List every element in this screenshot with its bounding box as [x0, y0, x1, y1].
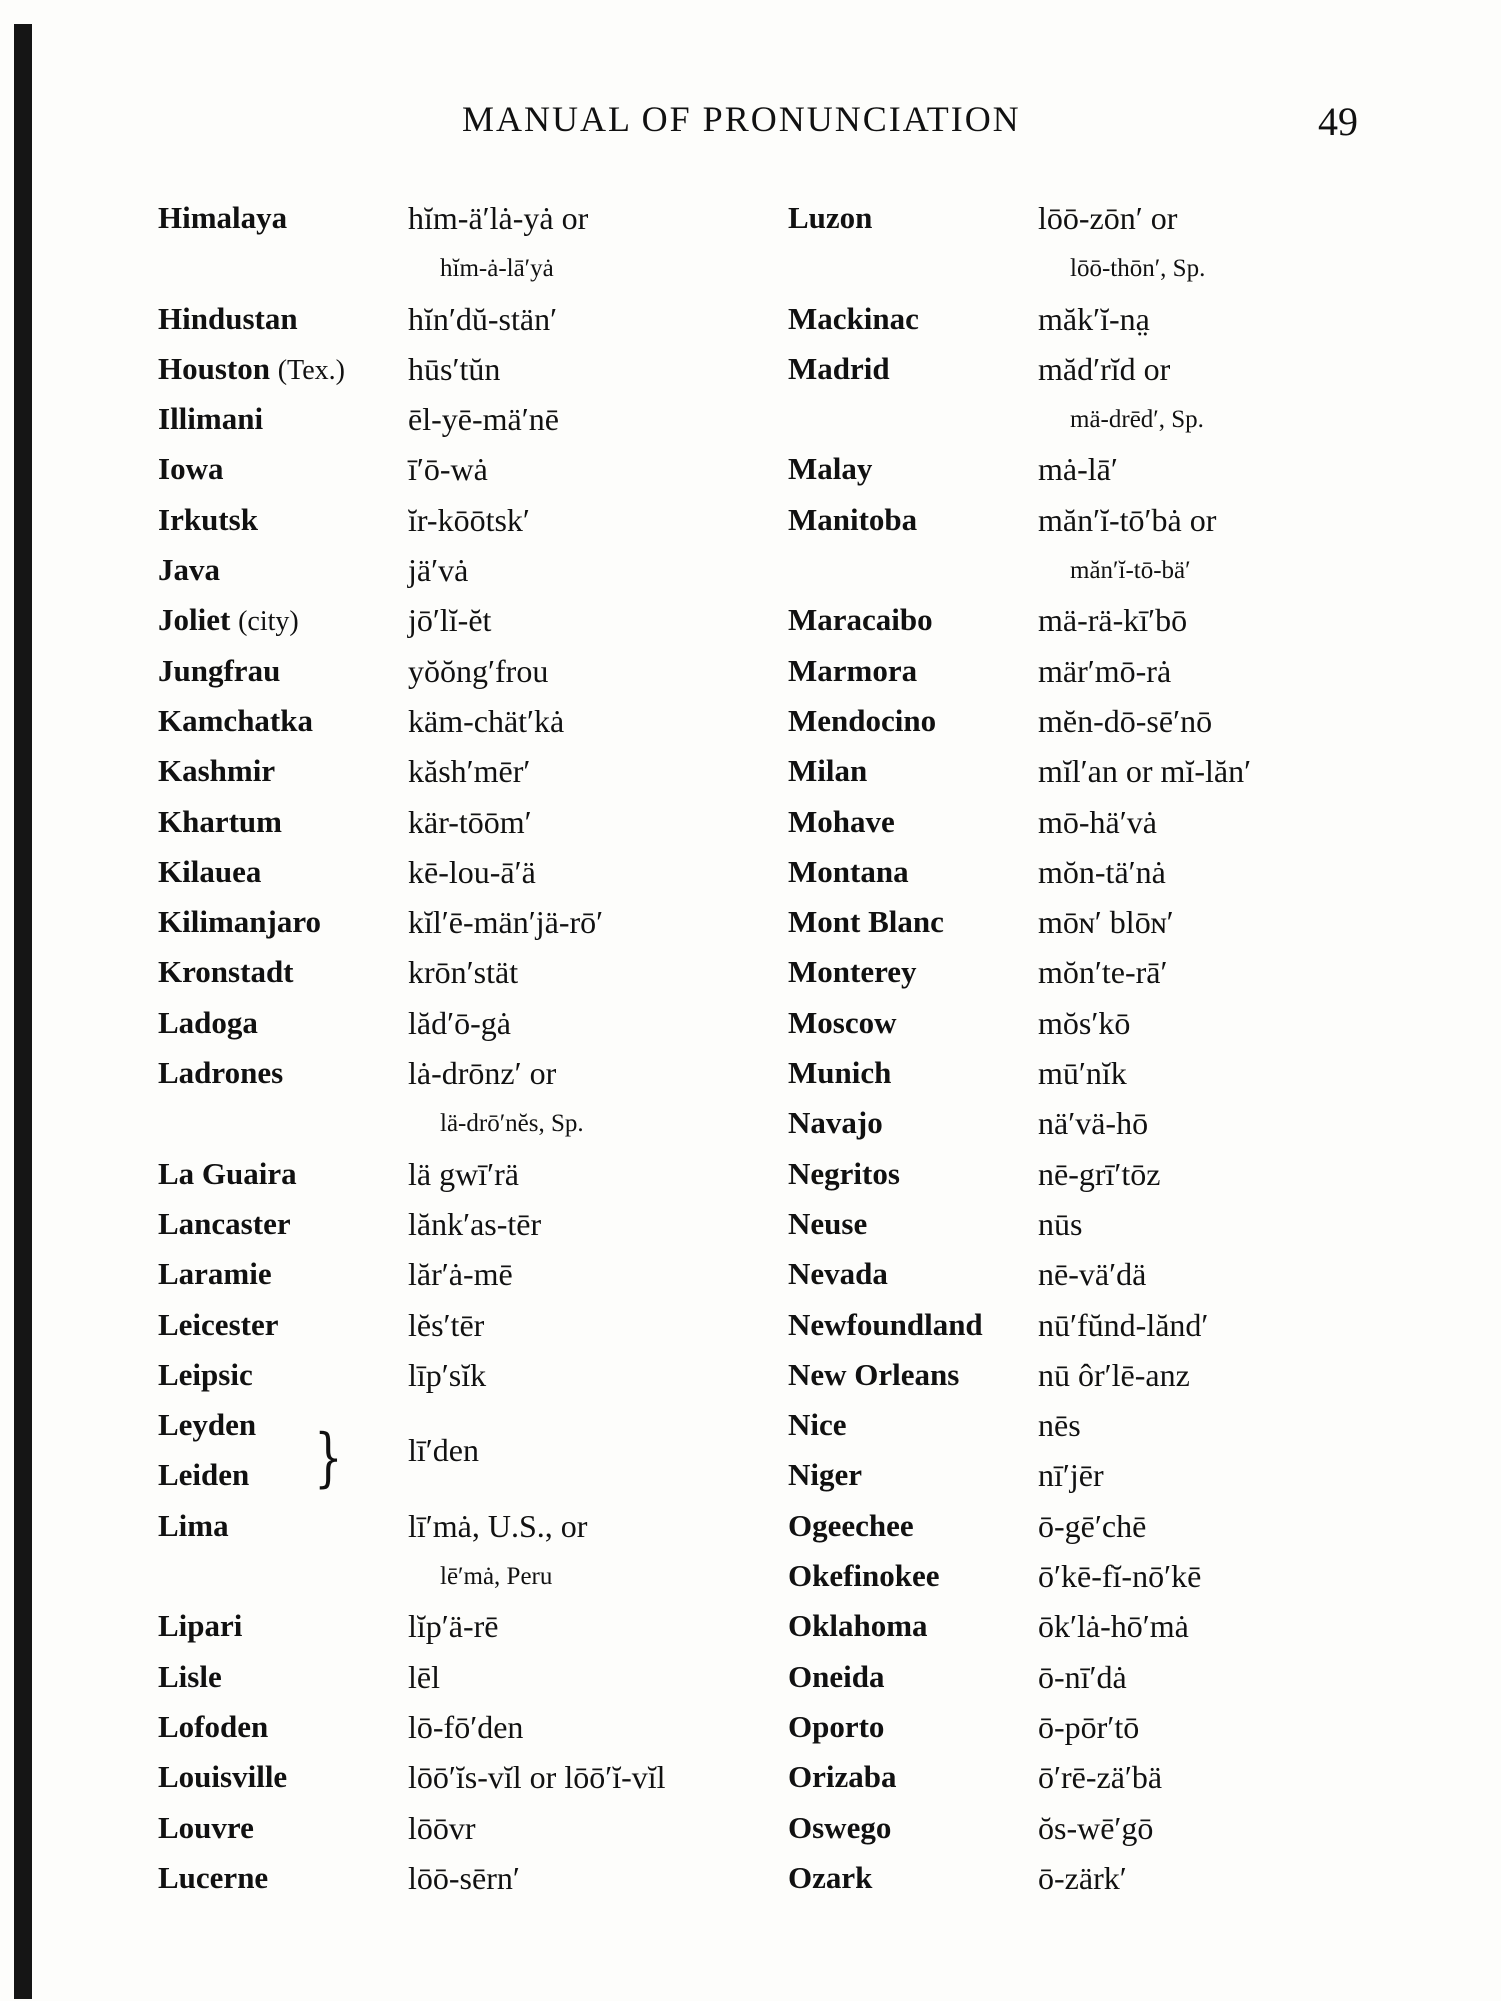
entry-row [788, 347, 1428, 397]
pronunciation: lī′den [408, 1432, 479, 1469]
place-name: Nevada [788, 1256, 888, 1292]
pronunciation: lōō′ĭs-vĭl or lōō′ĭ-vĭl [408, 1759, 666, 1796]
pronunciation: lēl [408, 1658, 440, 1695]
pronunciation: lō-fō′den [408, 1708, 524, 1745]
pronunciation: mū′nĭk [1038, 1055, 1127, 1092]
place-name: Oneida [788, 1658, 885, 1694]
place-name: Louvre [158, 1809, 254, 1845]
running-title: MANUAL OF PRONUNCIATION [462, 99, 1021, 139]
entry-row [788, 1403, 1428, 1453]
pronunciation: kăsh′mēr′ [408, 753, 531, 790]
place-name: Kilimanjaro [158, 904, 322, 940]
pronunciation: jō′lĭ-ĕt [408, 602, 492, 639]
place-note: (Tex.) [277, 354, 345, 386]
pronunciation: lĭp′ä-rē [408, 1608, 499, 1645]
place-name: Mendocino [788, 702, 937, 738]
pronunciation: mĭl′an or mĭ-lăn′ [1038, 753, 1252, 790]
pronunciation: mŏn′te-rā′ [1038, 954, 1168, 991]
pronunciation-alt: lē′mȧ, Peru [440, 1563, 553, 1591]
entry-row [788, 900, 1428, 950]
place-name: Munich [788, 1055, 892, 1091]
entry-row [788, 598, 1428, 648]
pronunciation: nūs [1038, 1205, 1083, 1242]
place-name: Ogeechee [788, 1507, 914, 1543]
entry-row [788, 749, 1428, 799]
entry-row [158, 548, 798, 598]
entry-row [788, 1604, 1428, 1654]
pronunciation: lăd′ō-gȧ [408, 1004, 511, 1041]
pronunciation: mōɴ′ blōɴ′ [1038, 904, 1174, 941]
entry-row [788, 1101, 1428, 1151]
pronunciation: krōn′stät [408, 954, 519, 991]
place-name [158, 351, 345, 387]
pronunciation-alt: lä-drō′nĕs, Sp. [440, 1110, 584, 1138]
pronunciation: lōō-zōn′ or [1038, 200, 1178, 236]
entry-row [158, 1604, 798, 1654]
place-name: Moscow [788, 1004, 897, 1040]
pronunciation: līp′sĭk [408, 1356, 487, 1393]
entry-row [158, 498, 798, 548]
place-name: Kilauea [158, 853, 262, 889]
pronunciation: mä-rä-kī′bō [1038, 602, 1188, 639]
entry-row [158, 246, 798, 296]
place-name: Navajo [788, 1105, 883, 1141]
pronunciation: mō-hä′vȧ [1038, 803, 1157, 840]
entry-row [158, 196, 798, 246]
place-name: Luzon [788, 200, 873, 235]
pronunciation-alt: mä-drēd′, Sp. [1070, 406, 1204, 434]
entry-row [158, 347, 798, 397]
left-column [158, 196, 798, 1906]
entry-row [158, 1655, 798, 1705]
place-name: Maracaibo [788, 602, 933, 638]
pronunciation: kĭl′ē-män′jä-rō′ [408, 904, 604, 941]
entry-row [158, 950, 798, 1000]
entry-row [158, 397, 798, 447]
place-name: Irkutsk [158, 501, 258, 537]
place-name: Mackinac [788, 300, 919, 336]
entry-row [158, 1453, 798, 1503]
entry-row [158, 1252, 798, 1302]
pronunciation: ō-gē′chē [1038, 1507, 1147, 1544]
pronunciation: ō′kē-fĭ-nō′kē [1038, 1558, 1202, 1595]
place-name: Jungfrau [158, 652, 281, 688]
place-name: Leyden [158, 1407, 257, 1443]
entry-row [788, 1755, 1428, 1805]
entry-row [158, 1554, 798, 1604]
entry-row [158, 297, 798, 347]
entry-row [158, 1755, 798, 1805]
entry-row [788, 649, 1428, 699]
pronunciation: lōōvr [408, 1809, 476, 1846]
place-name: Mohave [788, 803, 895, 839]
pronunciation: ĭr-kōōtsk′ [408, 501, 530, 538]
entry-row [788, 1504, 1428, 1554]
pronunciation: mȧ-lā′ [1038, 451, 1118, 488]
place-name: Illimani [158, 401, 264, 437]
pronunciation: hūs′tŭn [408, 350, 501, 387]
entry-row [788, 1252, 1428, 1302]
entry-row [788, 1453, 1428, 1503]
pronunciation: lȧ-drōnz′ or [408, 1055, 557, 1092]
pronunciation: ōk′lȧ-hō′mȧ [1038, 1608, 1189, 1645]
pronunciation: kē-lou-ā′ä [408, 853, 536, 890]
entry-row [158, 749, 798, 799]
entry-row [788, 297, 1428, 347]
entry-row [158, 1806, 798, 1856]
entry-row [788, 447, 1428, 497]
place-name: Kronstadt [158, 954, 294, 990]
pronunciation: ō′rē-zä′bä [1038, 1759, 1163, 1796]
place-name: Oswego [788, 1809, 892, 1845]
pronunciation: lăr′ȧ-mē [408, 1256, 513, 1293]
entry-row [158, 649, 798, 699]
pronunciation: ō-pōr′tō [1038, 1708, 1140, 1745]
entry-row [158, 1303, 798, 1353]
place-name: Ozark [788, 1859, 873, 1895]
entry-row [788, 1353, 1428, 1403]
entry-row [788, 1051, 1428, 1101]
place-name: Oklahoma [788, 1608, 928, 1644]
pronunciation: măn′ĭ-tō′bȧ or [1038, 501, 1217, 538]
pronunciation: lī′mȧ, U.S., or [408, 1507, 588, 1544]
place-name: Nice [788, 1407, 847, 1443]
pronunciation: nē-grī′tōz [1038, 1155, 1161, 1192]
entry-row [788, 950, 1428, 1000]
place-name: Himalaya [158, 200, 288, 235]
entry-row [158, 1051, 798, 1101]
entry-row [158, 1504, 798, 1554]
place-name: Manitoba [788, 501, 918, 537]
place-name: Kashmir [158, 753, 276, 789]
place-name: Hindustan [158, 300, 298, 336]
entry-row [158, 1001, 798, 1051]
pronunciation: lä gwī′rä [408, 1155, 519, 1192]
pronunciation: hĭn′dŭ-stän′ [408, 300, 558, 337]
entry-row [158, 1705, 798, 1755]
entry-row [788, 1856, 1428, 1906]
right-column [788, 196, 1428, 1906]
pronunciation: nū ôr′lē-anz [1038, 1356, 1190, 1393]
pronunciation: käm-chät′kȧ [408, 702, 565, 739]
entry-row [788, 246, 1428, 296]
place-name: Lucerne [158, 1859, 269, 1895]
place-name: Malay [788, 451, 873, 487]
place-name: Louisville [158, 1759, 288, 1795]
place-name: Monterey [788, 954, 917, 990]
place-name: Mont Blanc [788, 904, 944, 940]
place-name: Kamchatka [158, 702, 313, 738]
place-name: Laramie [158, 1256, 272, 1292]
place-name: Khartum [158, 803, 282, 839]
entry-row [158, 800, 798, 850]
page-number: 49 [1318, 99, 1358, 144]
place-name: La Guaira [158, 1155, 297, 1191]
place-name: Oporto [788, 1708, 885, 1744]
place-name: Ladoga [158, 1004, 258, 1040]
pronunciation: nē-vä′dä [1038, 1256, 1147, 1293]
place-name: Neuse [788, 1205, 868, 1241]
entry-row [788, 1152, 1428, 1202]
pronunciation: mŏn-tä′nȧ [1038, 853, 1166, 890]
entry-row [158, 1101, 798, 1151]
pronunciation-alt: hĭm-ȧ-lā′yȧ [440, 255, 554, 283]
entry-row [788, 498, 1428, 548]
pronunciation: mär′mō-rȧ [1038, 652, 1172, 689]
entry-row [788, 397, 1428, 447]
place-name: Madrid [788, 350, 890, 386]
place-name: Milan [788, 753, 868, 789]
place-name: Leicester [158, 1306, 279, 1342]
place-name: Montana [788, 853, 909, 889]
pronunciation: lĕs′tēr [408, 1306, 485, 1343]
place-name: Newfoundland [788, 1306, 983, 1342]
entry-row [158, 699, 798, 749]
pronunciation: nä′vä-hō [1038, 1105, 1149, 1142]
pronunciation: lănk′as-tēr [408, 1205, 542, 1242]
place-name: Ladrones [158, 1055, 284, 1091]
place-name: Lima [158, 1507, 229, 1543]
entry-row [788, 800, 1428, 850]
pronunciation: nī′jēr [1038, 1457, 1104, 1494]
pronunciation: mĕn-dō-sē′nō [1038, 702, 1213, 739]
place-name: Orizaba [788, 1759, 897, 1795]
pronunciation: jä′vȧ [408, 552, 469, 589]
pronunciation: nū′fŭnd-lănd′ [1038, 1306, 1209, 1343]
page-header [0, 98, 1501, 144]
entry-row [788, 1655, 1428, 1705]
brace: } [314, 1421, 343, 1496]
place-note: (city) [238, 606, 299, 638]
place-name: Java [158, 552, 220, 588]
place-name: Lisle [158, 1658, 222, 1694]
entry-row [158, 447, 798, 497]
pronunciation: hĭm-ä′lȧ-yȧ or [408, 200, 589, 236]
pronunciation-alt: măn′ĭ-tō-bä′ [1070, 557, 1191, 585]
entry-row [788, 548, 1428, 598]
entry-row [158, 1202, 798, 1252]
pronunciation: măd′rĭd or [1038, 350, 1171, 387]
entry-row [158, 1856, 798, 1906]
pronunciation: mŏs′kō [1038, 1004, 1131, 1041]
place-name: Lipari [158, 1608, 243, 1644]
entry-row [158, 1353, 798, 1403]
pronunciation-alt: lōō-thōn′, Sp. [1070, 255, 1206, 283]
entry-row [158, 850, 798, 900]
entry-row [788, 1554, 1428, 1604]
entry-row [158, 598, 798, 648]
place-label: Joliet [158, 602, 231, 638]
place-name: New Orleans [788, 1356, 960, 1392]
place-name: Negritos [788, 1155, 900, 1191]
pronunciation: yŏŏng′frou [408, 652, 549, 689]
place-name: Lancaster [158, 1205, 291, 1241]
pronunciation: lōō-sērn′ [408, 1859, 520, 1896]
place-name: Iowa [158, 451, 224, 487]
entry-row [788, 1001, 1428, 1051]
place-name: Lofoden [158, 1708, 269, 1744]
pronunciation: ī′ō-wȧ [408, 451, 488, 488]
entry-row [788, 1303, 1428, 1353]
place-name [158, 602, 299, 638]
entry-row [788, 1806, 1428, 1856]
pronunciation: măk′ĭ-na̤ [1038, 300, 1150, 337]
place-name: Leipsic [158, 1356, 253, 1392]
entry-row [788, 850, 1428, 900]
pronunciation: ō-nī′dȧ [1038, 1658, 1127, 1695]
entry-row [158, 1152, 798, 1202]
pronunciation: ēl-yē-mä′nē [408, 401, 559, 438]
binding-edge [14, 24, 32, 1999]
place-name: Marmora [788, 652, 918, 688]
place-label: Houston [158, 350, 270, 386]
pronunciation: nēs [1038, 1407, 1081, 1444]
place-name: Okefinokee [788, 1558, 940, 1594]
entry-row [788, 699, 1428, 749]
entry-row [788, 1705, 1428, 1755]
entry-row [788, 1202, 1428, 1252]
pronunciation: kär-tōōm′ [408, 803, 532, 840]
pronunciation: ō-zärk′ [1038, 1859, 1127, 1896]
entry-row [158, 900, 798, 950]
place-name: Niger [788, 1457, 863, 1493]
entry-row [788, 196, 1428, 246]
pronunciation: ŏs-wē′gō [1038, 1809, 1154, 1846]
place-name: Leiden [158, 1457, 250, 1493]
